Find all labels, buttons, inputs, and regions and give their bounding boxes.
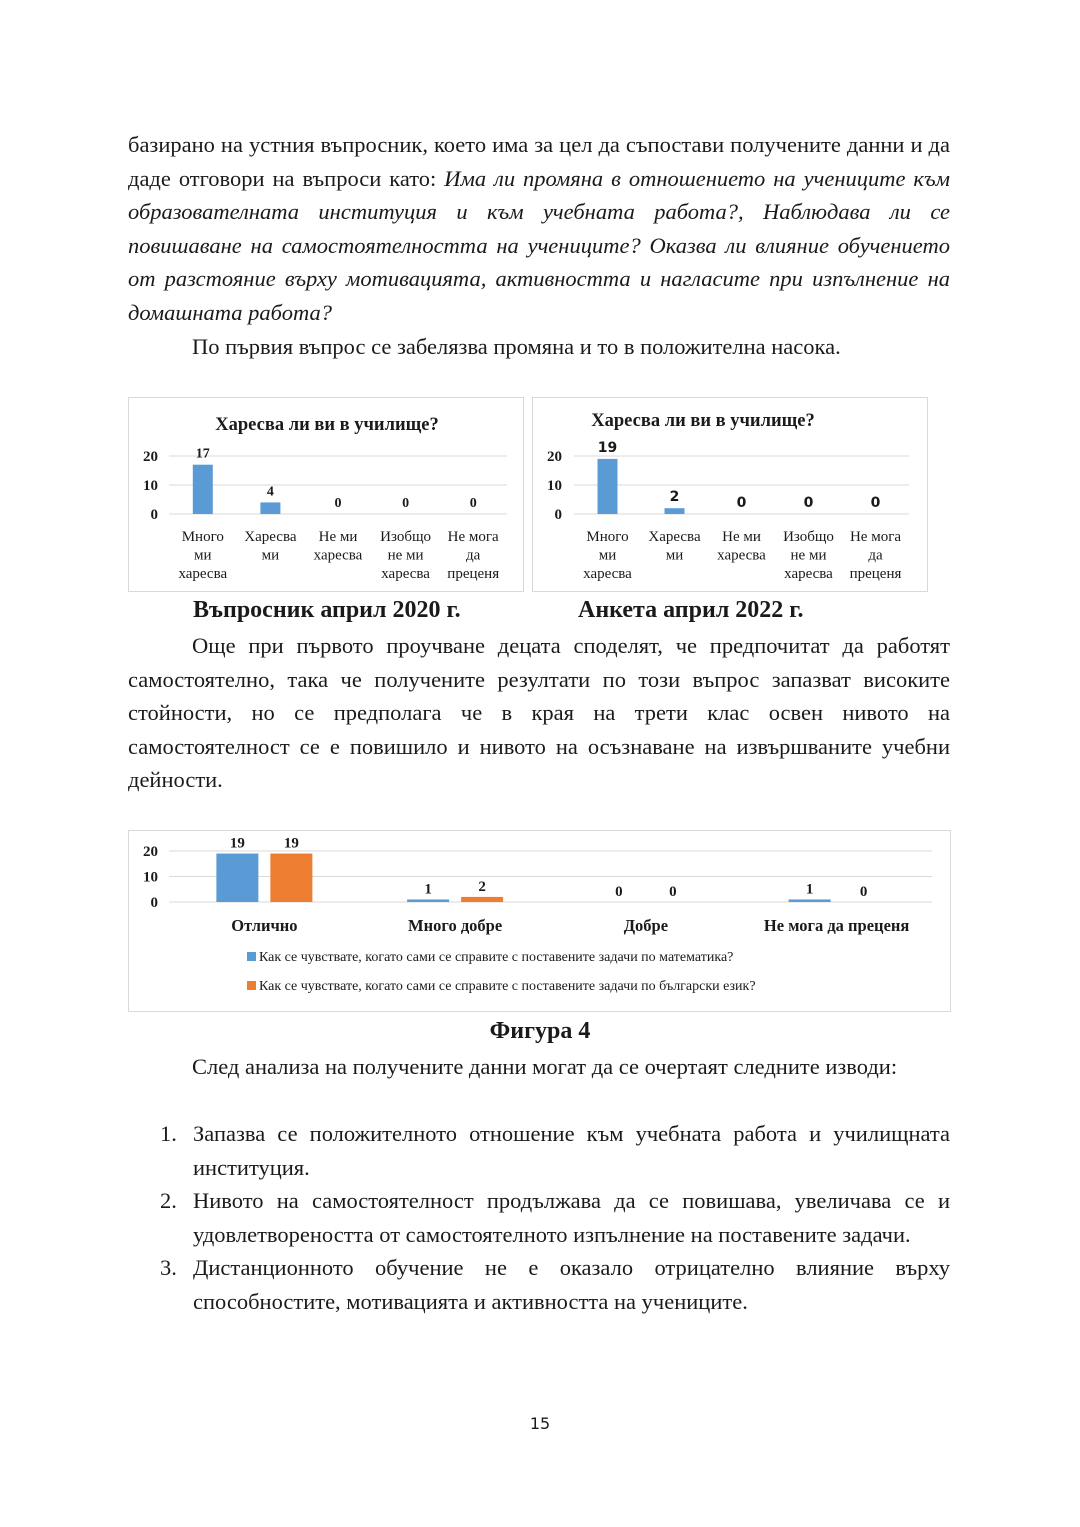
list-item-number: 1. xyxy=(160,1121,177,1146)
paragraph-3: Още при първото проучване децата споделят, че предпочитат да работят самостоятелно, така че получените резултати по този въпрос запазват високите стойности, но се предполага че в края на трети клас освен нивото на самостоятелност се е повишило и нивото на осъзнаване на извършваните учебни дейности. xyxy=(128,633,950,793)
category-label: харесва xyxy=(717,547,766,564)
category-label: ми xyxy=(261,547,280,564)
data-label: 0 xyxy=(736,495,747,511)
page-number: 15 xyxy=(529,1414,551,1433)
category-label: не ми xyxy=(387,547,424,564)
category-label: Харесва xyxy=(244,529,297,545)
data-label: 0 xyxy=(859,884,868,900)
list-item-text: Дистанционното обучение не е оказало отрицателно влияние върху способностите, мотивацията и активността на учениците. xyxy=(193,1255,950,1314)
data-label: 0 xyxy=(870,495,881,511)
category-label: Изобщо xyxy=(783,529,834,545)
category-label: преценя xyxy=(447,566,500,582)
bar-bulgarian xyxy=(461,897,503,902)
category-label: преценя xyxy=(849,566,902,582)
chart-2020 xyxy=(128,397,524,592)
y-tick-label: 20 xyxy=(143,449,158,465)
y-tick-label: 20 xyxy=(143,844,158,860)
y-tick-label: 10 xyxy=(143,869,158,886)
figure-caption: Фигура 4 xyxy=(489,1018,591,1044)
category-label: харесва xyxy=(784,566,833,582)
bar xyxy=(193,465,213,514)
category-label: Отлично xyxy=(231,916,298,935)
category-label: Не ми xyxy=(318,529,358,545)
data-label: 17 xyxy=(195,446,210,462)
bar-math xyxy=(407,899,449,902)
data-label: 2 xyxy=(478,878,486,895)
chart-figure-4 xyxy=(128,830,951,1012)
data-label: 1 xyxy=(805,881,814,898)
data-label: 19 xyxy=(597,439,618,456)
data-label: 0 xyxy=(402,496,410,511)
data-label: 0 xyxy=(334,496,342,511)
y-tick-label: 0 xyxy=(150,895,158,911)
chart-figure-4-svg xyxy=(129,831,952,1013)
list-item xyxy=(160,1184,950,1251)
data-label: 0 xyxy=(669,884,677,900)
data-label: 0 xyxy=(803,495,814,511)
category-label: Добре xyxy=(623,916,669,935)
category-label: Не мога xyxy=(447,529,499,545)
category-label: харесва xyxy=(313,547,363,564)
category-label: Не ми xyxy=(722,529,761,545)
data-label: 4 xyxy=(266,484,274,500)
paragraph-4: След анализа на получените данни могат да се очертаят следните изводи: xyxy=(192,1054,898,1079)
bar xyxy=(665,508,685,514)
category-label: харесва xyxy=(583,566,632,582)
legend-swatch-math xyxy=(247,952,256,961)
category-label: да xyxy=(466,547,481,564)
y-tick-label: 10 xyxy=(143,478,158,494)
category-label: не ми xyxy=(790,547,827,564)
legend-swatch-bulgarian xyxy=(247,981,256,990)
list-item xyxy=(160,1117,950,1184)
data-label: 2 xyxy=(669,489,680,506)
list-item xyxy=(160,1251,950,1318)
category-label: Не мога xyxy=(849,529,902,545)
y-tick-label: 10 xyxy=(547,478,562,494)
caption-2022: Анкета април 2022 г. xyxy=(578,597,804,623)
data-label: 0 xyxy=(469,496,477,511)
bar-math xyxy=(789,899,831,902)
chart-title: Харесва ли ви в училище? xyxy=(215,415,439,435)
chart-title: Харесва ли ви в училище? xyxy=(591,411,815,431)
list-item-number: 3. xyxy=(160,1255,177,1281)
category-label: Харесва xyxy=(648,529,701,545)
category-label: Много xyxy=(181,529,224,545)
category-label: ми xyxy=(598,547,617,564)
data-label: 0 xyxy=(615,884,623,900)
data-label: 19 xyxy=(229,835,245,852)
legend-label: Как се чувствате, когато сами се справите с поставените задачи по български език? xyxy=(259,979,756,994)
intro-paragraph xyxy=(128,128,950,330)
category-label: харесва xyxy=(178,566,228,582)
y-tick-label: 0 xyxy=(554,507,562,523)
chart-2022 xyxy=(532,397,928,592)
list-item-text: Запазва се положителното отношение към учебната работа и училищната институция. xyxy=(193,1121,950,1180)
category-label: ми xyxy=(665,547,684,564)
intro-text: базирано на устния въпросник, което има за цел да съпостави получените данни и да даде отговори на въпроси като: xyxy=(128,132,950,191)
category-label: да xyxy=(868,547,883,564)
conclusions-list xyxy=(160,1117,950,1319)
paragraph-2: По първия въпрос се забелязва промяна и то в положителна насока. xyxy=(192,334,841,359)
category-label: Изобщо xyxy=(380,529,432,545)
category-label: Не мога да преценя xyxy=(763,916,910,935)
category-label: ми xyxy=(194,547,212,564)
bar xyxy=(260,502,280,514)
y-tick-label: 0 xyxy=(150,507,158,523)
intro-questions: Има ли промяна в отношението на учениците към образователната институция и към учебната работа?, Наблюдава ли се повишаване на самостоятелността на учениците? Оказва ли влияние обучението от разстояние върху мотивацията, активността и нагласите при изпълнение на домашната работа? xyxy=(128,165,950,325)
data-label: 19 xyxy=(283,835,299,852)
caption-2020: Въпросник април 2020 г. xyxy=(193,597,461,623)
list-item-number: 2. xyxy=(160,1188,177,1214)
data-label: 1 xyxy=(424,881,432,898)
chart-2022-svg xyxy=(533,398,929,593)
y-tick-label: 20 xyxy=(547,449,562,465)
category-label: Много добре xyxy=(408,916,503,935)
category-label: харесва xyxy=(381,566,430,582)
category-label: Много xyxy=(586,529,629,545)
chart-2020-svg xyxy=(129,398,525,593)
bar-bulgarian xyxy=(270,854,312,902)
list-item-text: Нивото на самостоятелност продължава да се повишава, увеличава се и удовлетвореността от самостоятелното изпълнение на поставените задачи. xyxy=(193,1188,950,1247)
bar xyxy=(598,459,618,514)
legend-label: Как се чувствате, когато сами се справите с поставените задачи по математика? xyxy=(259,950,734,965)
bar-math xyxy=(216,854,258,902)
